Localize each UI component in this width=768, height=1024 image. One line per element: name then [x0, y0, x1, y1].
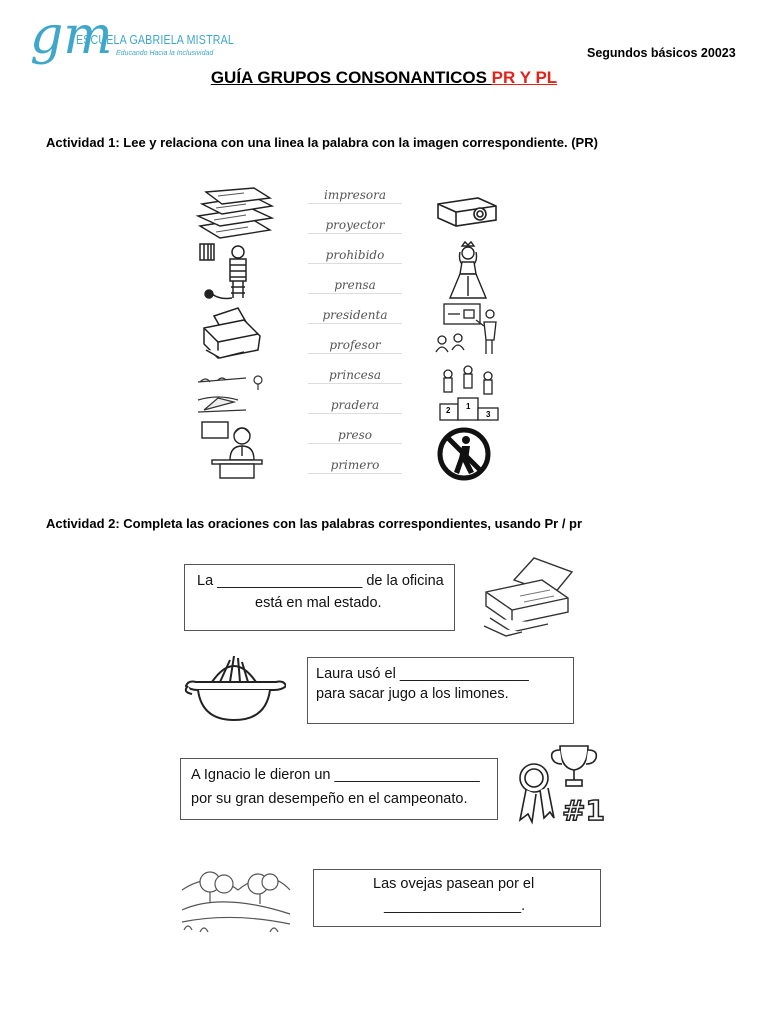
sentence-line: para sacar jugo a los limones.	[316, 686, 509, 702]
meadow-image	[196, 370, 268, 419]
logo-initials: gm	[30, 6, 113, 66]
grade-label: Segundos básicos 20023	[587, 46, 736, 60]
sentence-line: A Ignacio le dieron un __________________	[191, 767, 480, 783]
activity1-instruction: Actividad 1: Lee y relaciona con una linea la palabra con la imagen correspondiente. (PR)	[46, 135, 598, 150]
word-item: profesor	[329, 338, 381, 352]
word-item: primero	[330, 458, 380, 472]
word-underline	[308, 473, 402, 474]
word-underline	[308, 323, 402, 324]
printer-image	[480, 556, 576, 643]
podium-image	[438, 364, 500, 427]
word-item: preso	[338, 428, 372, 442]
printer-image	[198, 306, 268, 367]
sentence-line: _________________.	[384, 898, 526, 914]
word-item: presidenta	[322, 308, 388, 322]
page-title	[0, 68, 768, 88]
podium-label: 1	[466, 402, 471, 411]
president-image	[200, 420, 266, 485]
activity2-instruction: Actividad 2: Completa las oraciones con las palabras correspondientes, usando Pr / pr	[46, 516, 583, 531]
word-underline	[308, 233, 402, 234]
landscape-image	[180, 860, 292, 941]
word-underline	[308, 353, 402, 354]
word-item: prensa	[334, 278, 376, 292]
sentence-line: La __________________ de la oficina	[197, 573, 444, 589]
title-main: GUÍA GRUPOS CONSONANTICOS	[210, 68, 492, 87]
trophy-label: #1	[562, 794, 605, 827]
word-underline	[308, 263, 402, 264]
word-underline	[308, 413, 402, 414]
logo-school-name: ESCUELA GABRIELA MISTRAL	[76, 32, 234, 47]
word-item: pradera	[330, 398, 380, 412]
word-underline	[308, 443, 402, 444]
title-highlight: PR Y PL	[491, 68, 558, 87]
word-item: princesa	[328, 368, 382, 382]
word-underline	[308, 293, 402, 294]
prohibited-sign-icon	[436, 426, 492, 487]
sentence-box	[307, 657, 574, 724]
prisoner-image	[198, 240, 268, 307]
logo-tagline: Educando Hacia la Inclusividad	[116, 50, 214, 57]
word-underline	[308, 203, 402, 204]
sentence-line: Las ovejas pasean por el	[373, 876, 535, 892]
sentence-line: Laura usó el ________________	[316, 666, 529, 682]
trophy-image	[510, 742, 606, 835]
projector-image	[434, 192, 500, 235]
sentence-box	[313, 869, 601, 927]
word-underline	[308, 383, 402, 384]
word-item: impresora	[323, 188, 386, 202]
word-item: proyector	[325, 218, 385, 232]
sentence-line: por su gran desempeño en el campeonato.	[191, 791, 468, 807]
newspapers-image	[194, 186, 278, 247]
princess-image	[446, 240, 490, 307]
sentence-box	[184, 564, 455, 631]
word-item: prohibido	[325, 248, 385, 262]
podium-label: 3	[486, 410, 491, 419]
juicer-image	[182, 652, 286, 727]
podium-label: 2	[446, 406, 451, 415]
sentence-box	[180, 758, 498, 820]
teacher-image	[434, 302, 504, 363]
sentence-line: está en mal estado.	[255, 595, 382, 611]
